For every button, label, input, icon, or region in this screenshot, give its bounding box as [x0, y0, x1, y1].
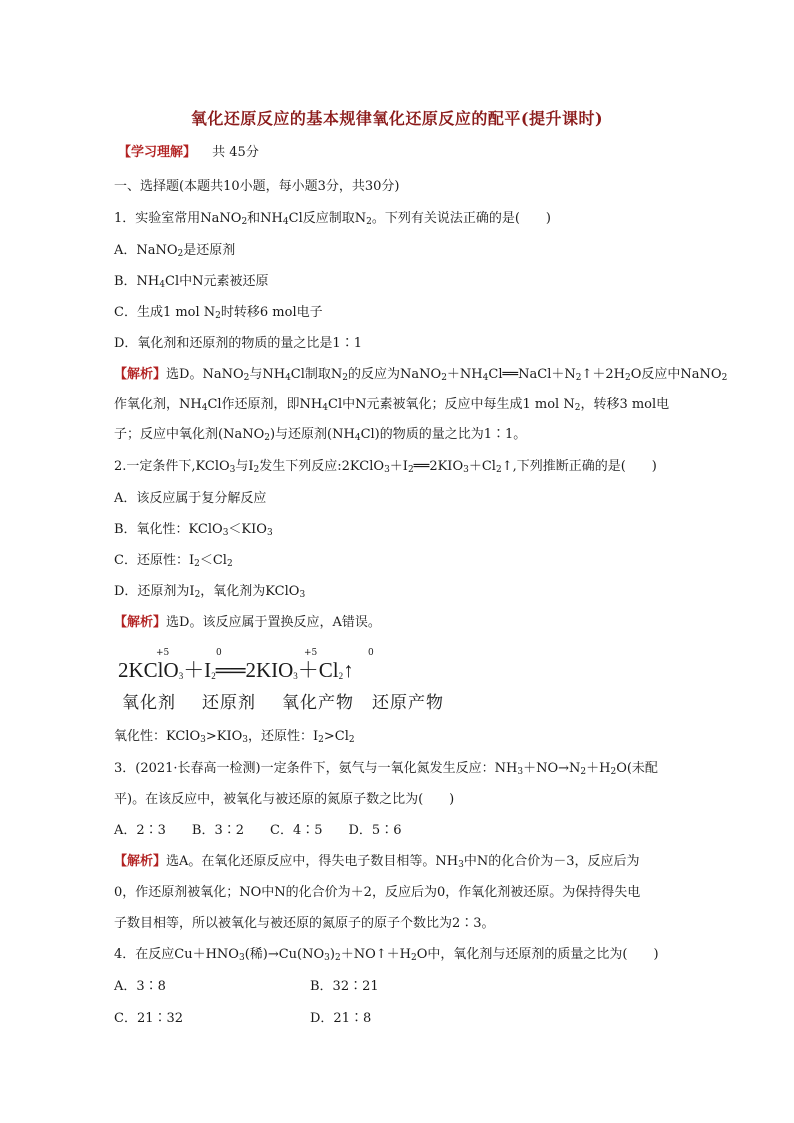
answer-2-conclusion: 氧化性：$KClO_3>KIO_3$，还原性：$I_2>Cl_2$	[114, 729, 355, 745]
question-1-option-c: C．生成1 mol $N_2$时转移6 mol电子	[114, 305, 323, 321]
oxidation-state-i-product: +5	[304, 648, 318, 658]
question-3-line-2: 平)。在该反应中，被氧化与被还原的氮原子数之比为( )	[114, 792, 455, 807]
page-title: 氧化还原反应的基本规律氧化还原反应的配平(提升课时)	[190, 109, 604, 128]
answer-3-line-2: 0，作还原剂被氧化；NO中N的化合价为＋2，反应后为0，作氧化剂被还原。为保持得失电	[114, 885, 641, 900]
question-3-line-1: 3．(2021·长春高一检测)一定条件下，氨气与一氧化氮发生反应：$NH_3+NO\to N_2+H_2O$(未配	[114, 761, 658, 777]
question-2-option-a: A．该反应属于复分解反应	[114, 491, 267, 506]
question-2-option-d: D．还原剂为$I_2$，氧化剂为KClO$_3$	[114, 584, 306, 600]
question-2-stem: 2.一定条件下,KClO$_3$与$I_2$发生下列反应$:2KClO_3+I_2══2KIO_3+Cl_2↑$,下列推断正确的是( )	[114, 459, 657, 475]
answer-1-line-1: 【解析】选D。NaNO$_2$与$NH_4Cl$制取$N_2$的反应为$NaNO_2+NH_4Cl══NaCl+N_2↑+2H_2O$反应中NaNO$_2$	[114, 367, 728, 383]
question-1-stem: 1．实验室常用NaNO$_2$和$NH_4Cl$反应制取$N_2$。下列有关说法正确的是( )	[114, 211, 551, 227]
answer-tag: 【解析】	[114, 854, 167, 869]
section-tag: 【学习理解】	[118, 145, 197, 160]
part-heading: 一、选择题(本题共10小题，每小题3分，共30分)	[114, 179, 400, 194]
question-1-option-a: A．NaNO$_2$是还原剂	[114, 243, 236, 259]
question-1-option-d: D．氧化剂和还原剂的物质的量之比是1∶1	[114, 336, 362, 351]
answer-tag: 【解析】	[114, 615, 167, 630]
oxidation-state-i: 0	[216, 648, 222, 658]
label-oxidant: 氧化剂	[122, 693, 176, 713]
label-reduction-product: 还原产物	[372, 693, 444, 713]
redox-equation-diagram	[118, 648, 478, 716]
question-1-option-b: B．$NH_4Cl$中N元素被还原	[114, 274, 269, 290]
question-4-option-d: D．21∶8	[310, 1011, 372, 1026]
oxidation-state-cl-product: 0	[368, 648, 374, 658]
answer-3-line-3: 子数目相等，所以被氧化与被还原的氮原子的原子个数比为2∶3。	[114, 916, 495, 931]
question-4-option-c: C．21∶32	[114, 1011, 184, 1026]
redox-equation: $2KClO_3+I_2══2KIO_3+Cl_2↑$	[118, 658, 354, 682]
question-2-option-b: B．氧化性：$KClO_3<KIO_3$	[114, 522, 273, 538]
question-2-option-c: C．还原性：$I_2<Cl_2$	[114, 553, 233, 569]
section-score: 共 45分	[212, 145, 259, 160]
question-3-options: A．2∶3 B．3∶2 C．4∶5 D．5∶6	[114, 823, 402, 838]
answer-tag: 【解析】	[114, 367, 167, 382]
label-oxidation-product: 氧化产物	[282, 693, 354, 713]
oxidation-state-cl: +5	[156, 648, 170, 658]
label-reductant: 还原剂	[202, 693, 256, 713]
answer-1-line-2: 作氧化剂，$NH_4Cl$作还原剂，即$NH_4Cl$中N元素被氧化；反应中每生成1 mol $N_2$，转移3 mol电	[114, 397, 670, 413]
question-4-stem: 4．在反应$Cu+HNO_3$(稀)$\to Cu(NO_3)_2+NO↑+H_2O$中，氧化剂与还原剂的质量之比为( )	[114, 947, 659, 963]
answer-3-line-1: 【解析】选A。在氧化还原反应中，得失电子数目相等。$NH_3$中N的化合价为－3，反应后为	[114, 854, 640, 870]
answer-1-line-3: 子；反应中氧化剂(NaNO$_2$)与还原剂$(NH_4Cl)$的物质的量之比为1∶1。	[114, 427, 527, 443]
answer-2-line-1: 【解析】选D。该反应属于置换反应，A错误。	[114, 615, 381, 630]
question-4-option-b: B．32∶21	[310, 979, 379, 994]
question-4-option-a: A．3∶8	[114, 979, 166, 994]
section-header	[118, 144, 259, 162]
